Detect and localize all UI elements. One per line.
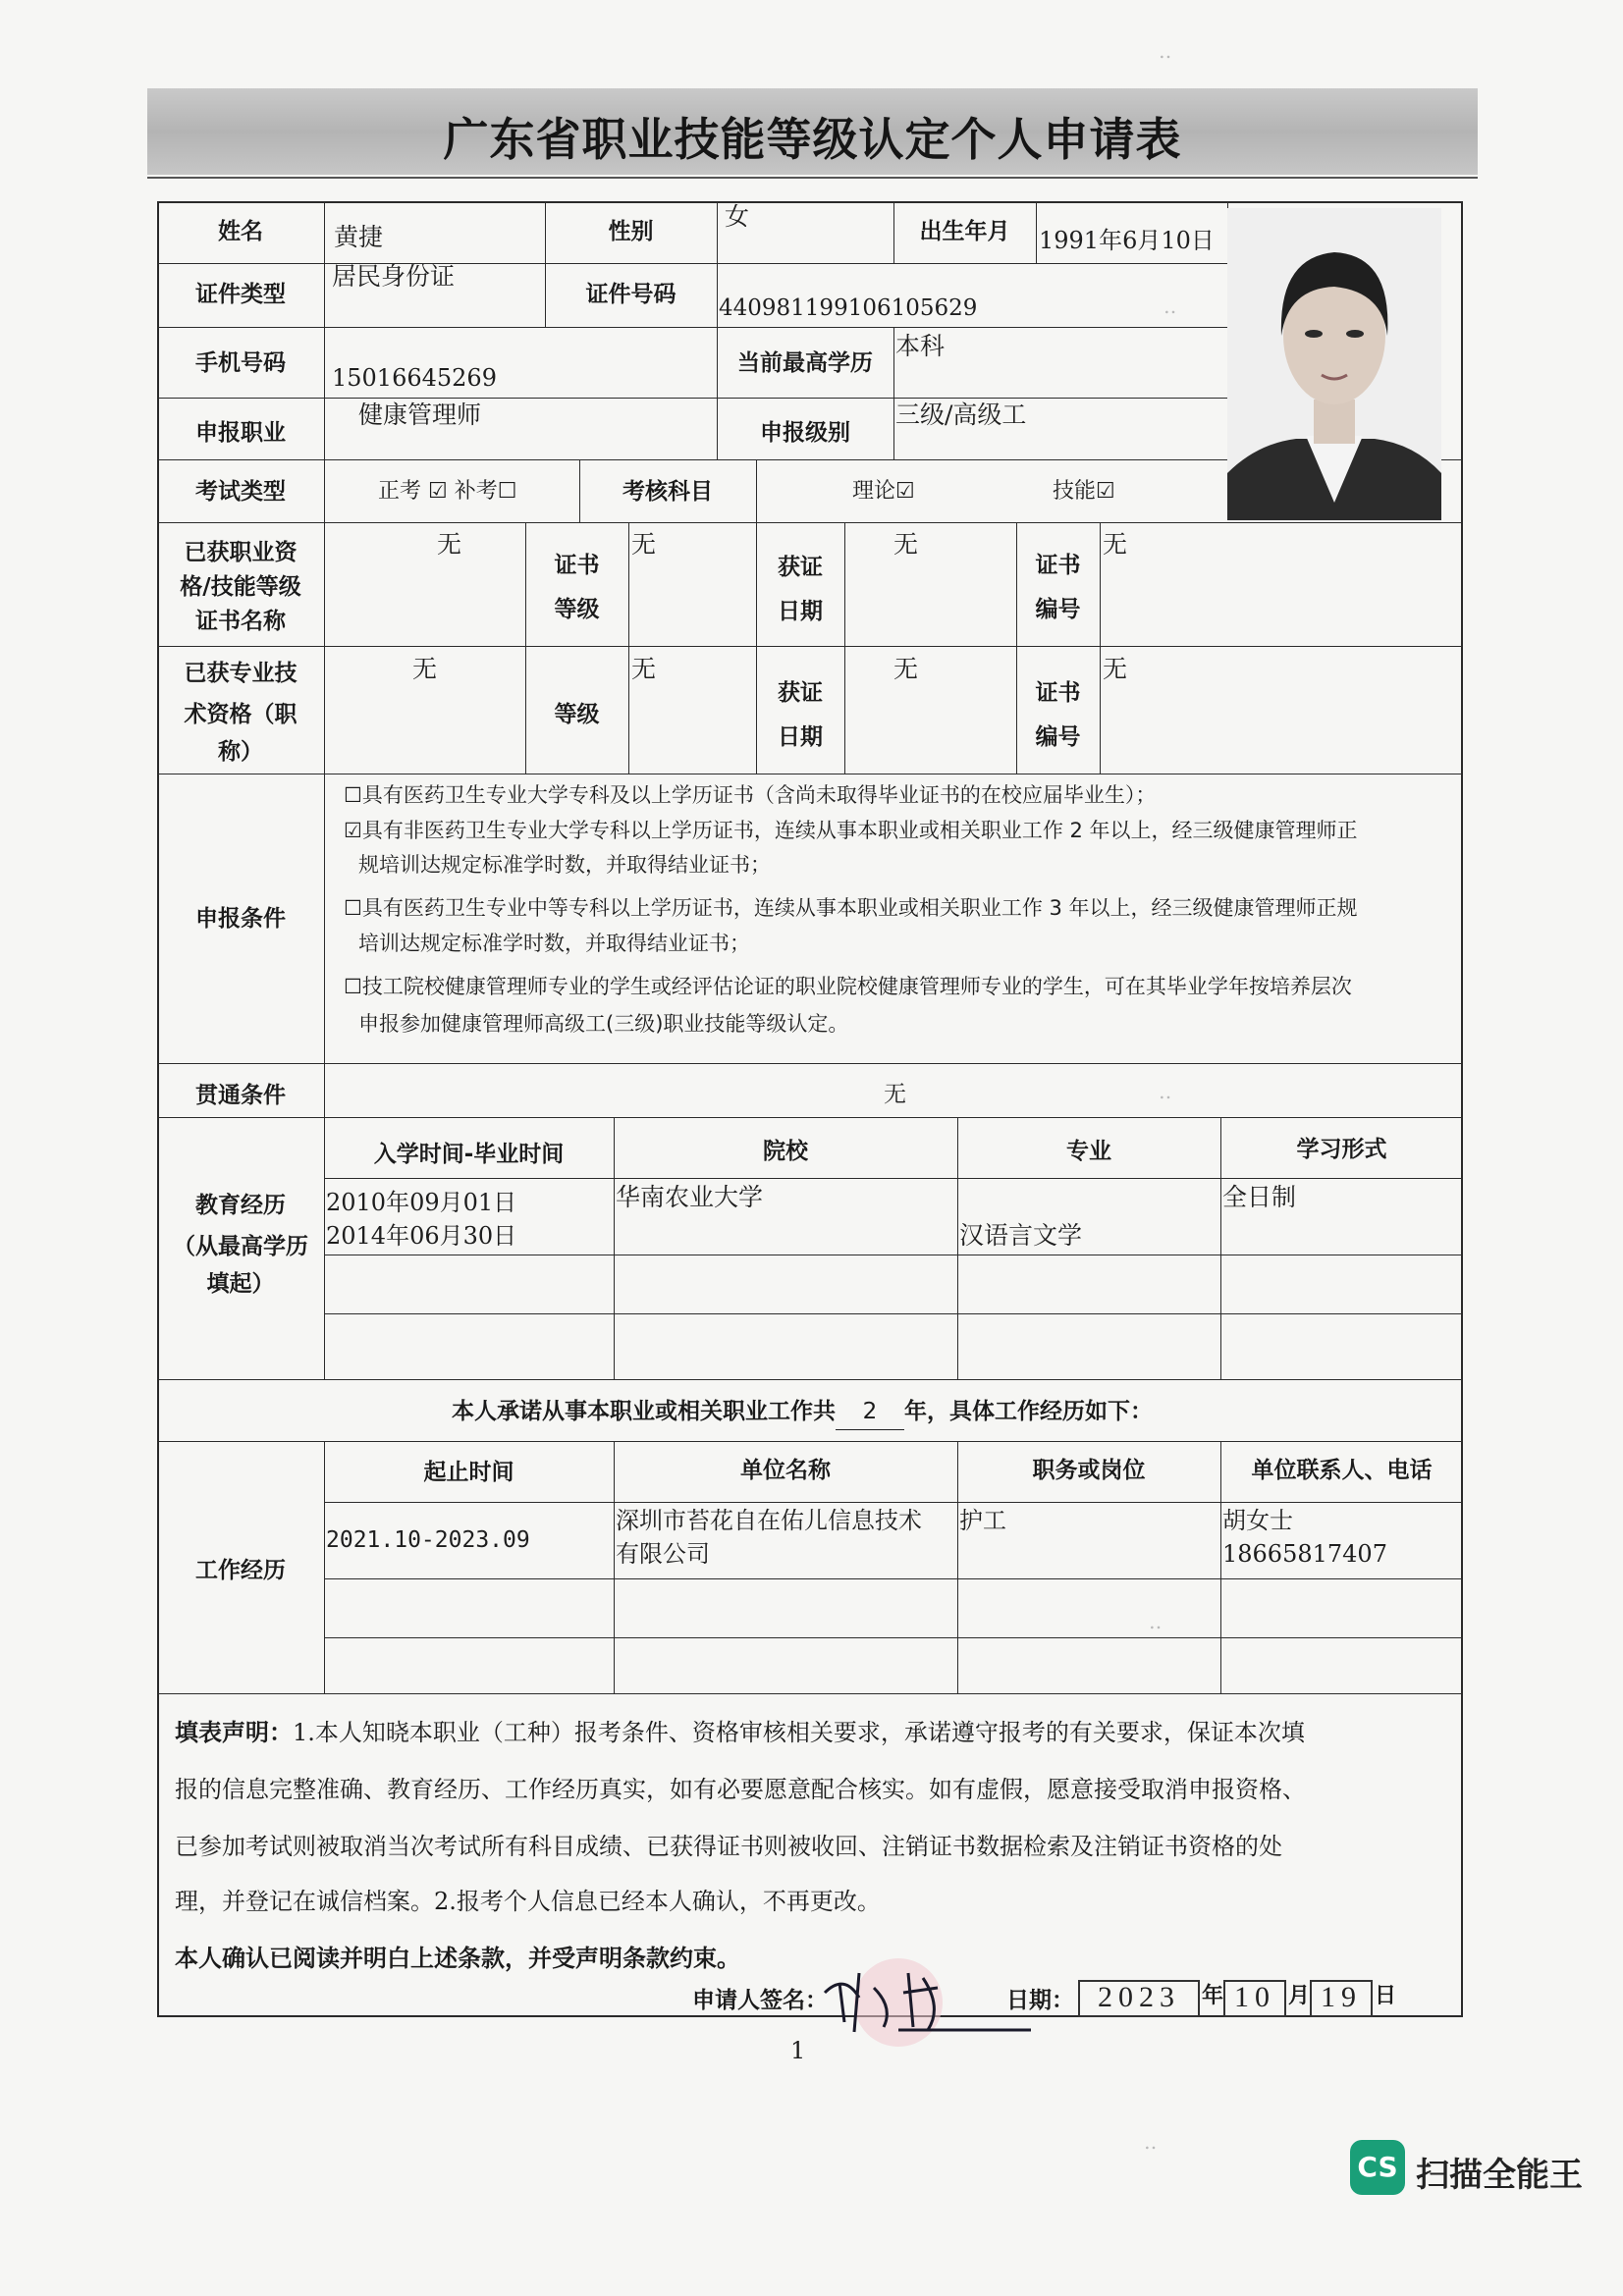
edu-header-mode: 学习形式 (1296, 1137, 1387, 1162)
date-label: 日期： (1006, 1988, 1074, 2013)
declaration-line-1 (175, 1716, 1451, 1749)
grid-line (157, 1063, 1463, 1064)
grid-line (628, 522, 629, 774)
tech-date-value: 无 (893, 655, 919, 683)
education-label-2: （从最高学历 (173, 1234, 308, 1259)
declaration-line-3: 已参加考试则被取消当次考试所有科目成绩、已获得证书则被收回、注销证书数据检索及注销证书资格的处 (175, 1833, 1282, 1860)
work-promise-suffix: 年，具体工作经历如下： (904, 1399, 1153, 1424)
tech-date-label-2: 日期 (778, 724, 823, 750)
scan-speck: ‥ (1144, 2130, 1158, 2154)
page-number: 1 (790, 2037, 806, 2064)
scan-speck: ‥ (1159, 39, 1172, 63)
tech-no-label-2: 编号 (1035, 724, 1081, 750)
work-header-company: 单位名称 (740, 1458, 831, 1483)
work-position: 护工 (959, 1507, 1006, 1534)
education-label-1: 教育经历 (195, 1193, 286, 1218)
work-label: 工作经历 (195, 1558, 286, 1583)
edu-mode: 全日制 (1222, 1183, 1297, 1211)
tech-no-label-1: 证书 (1035, 680, 1081, 706)
grid-line (157, 327, 1227, 328)
grid-line (1100, 522, 1101, 774)
date-boxes (1078, 1979, 1396, 2017)
grid-line (324, 1637, 1463, 1638)
grid-line (157, 646, 1463, 647)
cert-date-value: 无 (893, 530, 919, 559)
declaration-confirm: 本人确认已阅读并明白上述条款，并受声明条款约束。 (175, 1945, 740, 1972)
title-rule (147, 177, 1478, 179)
work-company-line-2: 有限公司 (616, 1540, 710, 1568)
tech-date-label-1: 获证 (778, 680, 823, 706)
work-promise-prefix: 本人承诺从事本职业或相关职业工作共 (452, 1399, 836, 1424)
level-value: 三级/高级工 (895, 400, 1027, 429)
conditions-label: 申报条件 (195, 906, 286, 932)
month-unit: 月 (1288, 1984, 1311, 2008)
declaration-text-1: 1.本人知晓本职业（工种）报考条件、资格审核相关要求，承诺遵守报考的有关要求，保证本次填 (293, 1719, 1305, 1746)
date-month: 10 (1223, 1980, 1286, 2017)
idtype-value: 居民身份证 (332, 262, 456, 291)
grid-line (157, 1441, 1463, 1442)
condition-1: ☐具有医药卫生专业大学专科及以上学历证书（含尚未取得毕业证书的在校应届毕业生）； (344, 783, 1157, 807)
name-value: 黄捷 (334, 223, 384, 251)
grid-line (717, 263, 718, 327)
vocational-cert-label-1: 已获职业资 (184, 540, 298, 565)
idtype-label: 证件类型 (195, 282, 286, 307)
gender-value: 女 (725, 202, 750, 231)
cert-grade-label-2: 等级 (554, 597, 600, 622)
grid-line (893, 327, 894, 459)
birth-value: 1991年6月10日 (1039, 227, 1215, 254)
grid-line (756, 459, 757, 522)
gender-label: 性别 (608, 219, 654, 244)
cert-grade-value: 无 (631, 530, 657, 559)
condition-4-line-1: ☐技工院校健康管理师专业的学生或经评估论证的职业院校健康管理师专业的学生，可在其毕业学年按培养层次 (344, 975, 1352, 998)
work-period: 2021.10-2023.09 (326, 1527, 530, 1553)
edu-start: 2010年09月01日 (326, 1189, 517, 1216)
cert-no-label-2: 编号 (1035, 597, 1081, 622)
work-promise (452, 1394, 1153, 1430)
grid-line (157, 522, 1463, 523)
idno-label: 证件号码 (585, 282, 676, 307)
vocational-cert-value: 无 (437, 530, 462, 559)
declaration-heading: 填表声明： (175, 1719, 293, 1746)
grid-line (157, 398, 1227, 399)
grid-line (157, 1117, 1463, 1118)
grid-line (324, 1578, 1463, 1579)
tech-cert-label-3: 称） (218, 739, 263, 765)
cert-grade-label-1: 证书 (554, 553, 600, 578)
birth-label: 出生年月 (919, 219, 1010, 244)
form-title: 广东省职业技能等级认定个人申请表 (443, 113, 1182, 166)
cert-no-label-1: 证书 (1035, 553, 1081, 578)
tech-grade-value: 无 (631, 655, 657, 683)
scan-speck: ‥ (1149, 1610, 1163, 1633)
grid-line (157, 1379, 1463, 1380)
scan-speck: ‥ (1159, 1080, 1172, 1103)
cert-no-value: 无 (1103, 530, 1128, 559)
date-year: 2023 (1078, 1980, 1200, 2017)
tech-no-value: 无 (1103, 655, 1128, 683)
grid-line (324, 1502, 1463, 1503)
edu-label: 当前最高学历 (737, 350, 873, 376)
grid-line (1036, 201, 1037, 263)
level-label: 申报级别 (760, 420, 850, 446)
exam-skill: 技能☑ (1053, 479, 1115, 504)
date-day: 19 (1310, 1980, 1373, 2017)
work-company-line-1: 深圳市苔花自在佑儿信息技术 (616, 1507, 922, 1534)
signature-label: 申请人签名： (692, 1988, 828, 2013)
declaration-line-4: 理，并登记在诚信档案。2.报考个人信息已经本人确认，不再更改。 (175, 1888, 881, 1915)
cert-date-label-2: 日期 (778, 599, 823, 624)
year-unit: 年 (1202, 1984, 1224, 2008)
grid-line (844, 522, 845, 774)
work-contact: 胡女士 (1222, 1507, 1293, 1534)
grid-line (157, 1693, 1463, 1694)
tech-cert-value: 无 (412, 655, 438, 683)
work-years: 2 (836, 1394, 904, 1430)
condition-3-line-1: ☐具有医药卫生专业中等专科以上学历证书，连续从事本职业或相关职业工作 3 年以上，经三级健康管理师正规 (344, 896, 1358, 920)
work-contact-phone: 18665817407 (1222, 1540, 1387, 1568)
through-label: 贯通条件 (195, 1083, 286, 1108)
education-label-3: 填起） (206, 1271, 275, 1297)
exam-type-value: 正考 ☑ 补考☐ (378, 479, 517, 504)
phone-value: 15016645269 (332, 364, 497, 392)
tech-cert-label-1: 已获专业技 (184, 661, 298, 686)
edu-major: 汉语言文学 (959, 1221, 1083, 1250)
phone-label: 手机号码 (195, 350, 286, 376)
exam-subject-label: 考核科目 (622, 479, 713, 505)
edu-header-school: 院校 (763, 1139, 808, 1164)
exam-type-label: 考试类型 (195, 479, 286, 505)
condition-4-line-2: 申报参加健康管理师高级工(三级)职业技能等级认定。 (358, 1012, 849, 1036)
grid-line (324, 201, 325, 1379)
scan-speck: ‥ (1163, 294, 1177, 318)
job-label: 申报职业 (195, 420, 286, 446)
exam-theory: 理论☑ (852, 479, 915, 504)
day-unit: 日 (1375, 1984, 1397, 2008)
applicant-photo (1227, 208, 1441, 520)
title-bar (147, 88, 1478, 175)
vocational-cert-label-2: 格/技能等级 (180, 574, 301, 600)
edu-value: 本科 (895, 332, 946, 360)
grid-line (324, 1178, 1463, 1179)
edu-header-major: 专业 (1066, 1139, 1111, 1164)
vocational-cert-label-3: 证书名称 (195, 609, 286, 634)
condition-3-line-2: 培训达规定标准学时数，并取得结业证书； (358, 932, 750, 955)
through-value: 无 (884, 1082, 906, 1107)
work-header-period: 起止时间 (423, 1460, 514, 1485)
grid-line (157, 263, 1227, 264)
work-header-position: 职务或岗位 (1032, 1458, 1146, 1483)
idno-value: 440981199106105629 (719, 295, 978, 321)
signature-image (805, 1914, 1031, 2071)
edu-header-period: 入学时间-毕业时间 (373, 1142, 565, 1167)
tech-grade-label: 等级 (554, 702, 600, 727)
work-header-contact: 单位联系人、电话 (1251, 1458, 1433, 1483)
job-value: 健康管理师 (358, 400, 482, 429)
camscanner-watermark: 扫描全能王 (1416, 2156, 1583, 2195)
cert-date-label-1: 获证 (778, 555, 823, 580)
name-label: 姓名 (218, 219, 263, 244)
condition-2-line-2: 规培训达规定标准学时数，并取得结业证书； (358, 853, 771, 877)
declaration-line-2: 报的信息完整准确、教育经历、工作经历真实，如有必要愿意配合核实。如有虚假，愿意接受取消申报资格、 (175, 1776, 1306, 1803)
edu-end: 2014年06月30日 (326, 1222, 517, 1250)
condition-2-line-1: ☑具有非医药卫生专业大学专科以上学历证书，连续从事本职业或相关职业工作 2 年以上，经三级健康管理师正 (344, 819, 1358, 842)
edu-school: 华南农业大学 (616, 1183, 764, 1211)
camscanner-logo-icon: CS (1350, 2140, 1405, 2195)
grid-line (324, 1313, 1463, 1314)
grid-line (717, 201, 718, 263)
tech-cert-label-2: 术资格（职 (184, 702, 298, 727)
